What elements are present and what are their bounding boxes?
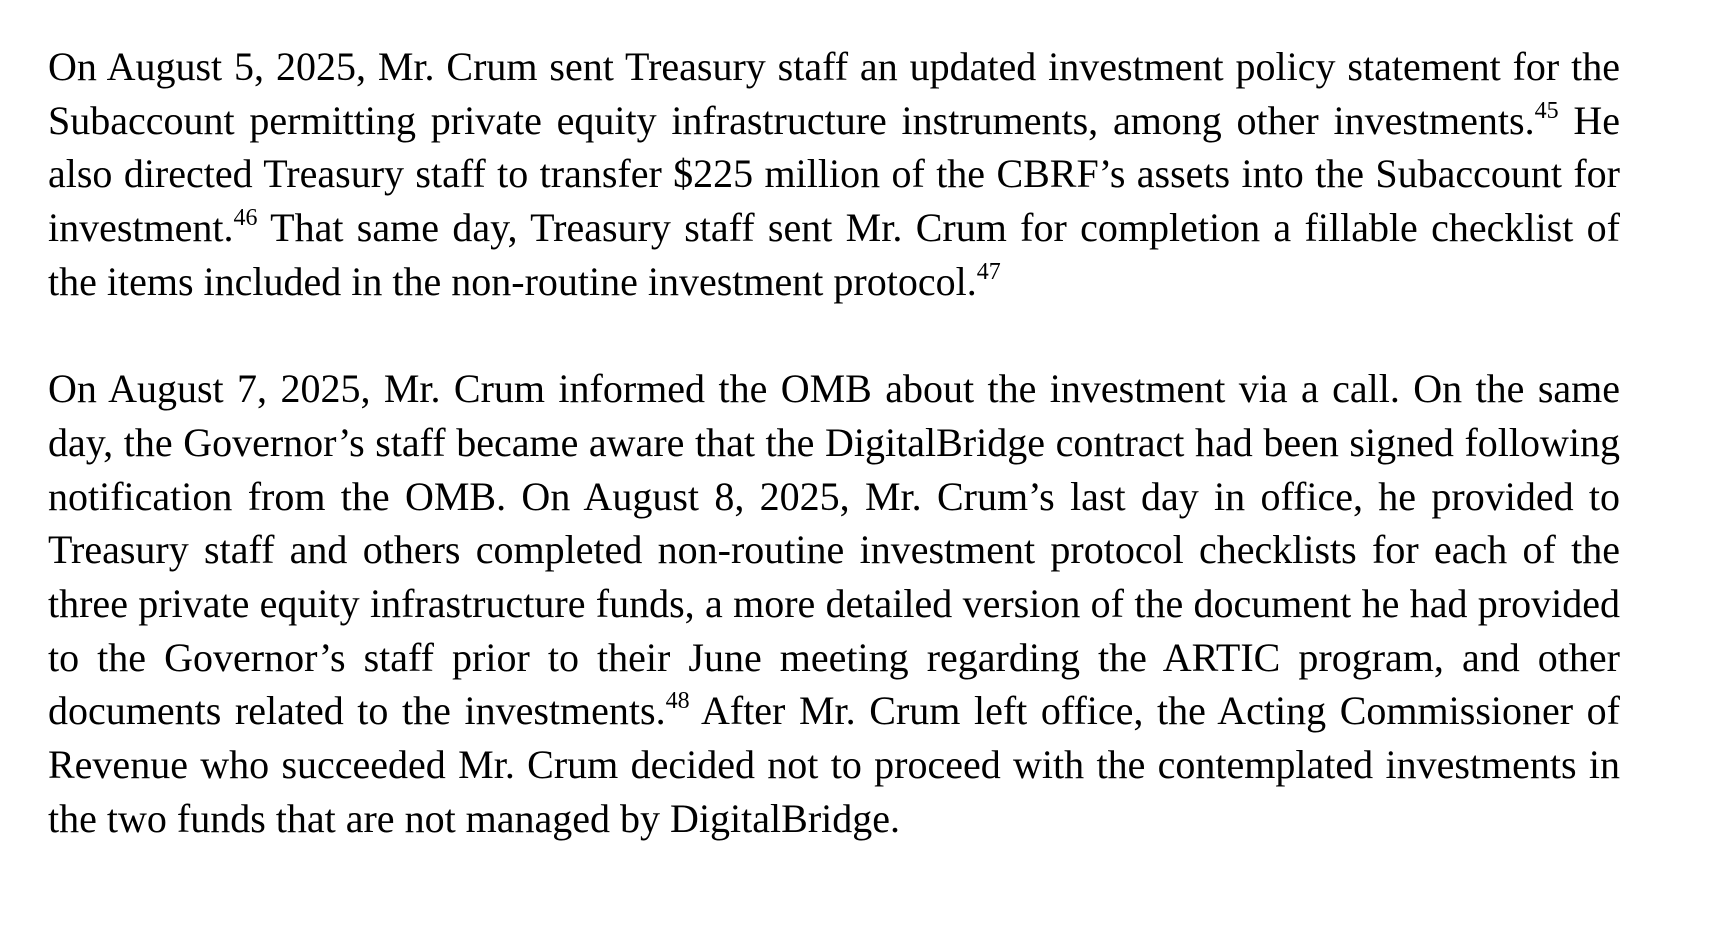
footnote-marker[interactable]: 46 [233, 205, 258, 232]
paragraph-2 [48, 362, 1620, 845]
footnote-marker[interactable]: 47 [976, 258, 1001, 285]
document-page [48, 40, 1620, 846]
footnote-marker[interactable]: 48 [665, 688, 690, 715]
paragraph-text: On August 5, 2025, Mr. Crum sent Treasury staff an updated investment policy statement for the Subaccount permitting private equity infrastructure instruments, among other investments. [48, 44, 1620, 143]
paragraph-text: After Mr. Crum left office, the Acting Commissioner of Revenue who succeeded Mr. Crum decided not to proceed with the contemplated investments in the two funds that are not managed by DigitalBridge. [48, 688, 1620, 841]
paragraph-text: That same day, Treasury staff sent Mr. Crum for completion a fillable checklist of the items included in the non-routine investment protocol. [48, 205, 1620, 304]
paragraph-1 [48, 40, 1620, 309]
paragraph-text: On August 7, 2025, Mr. Crum informed the OMB about the investment via a call. On the same day, the Governor’s staff became aware that the DigitalBridge contract had been signed following notification from the OMB. On August 8, 2025, Mr. Crum’s last day in office, he provided to Treasury staff and others completed non-routine investment protocol checklists for each of the three private equity infrastructure funds, a more detailed version of the document he had provided to the Governor’s staff prior to their June meeting regarding the ARTIC program, and other documents related to the investments. [48, 366, 1620, 734]
footnote-marker[interactable]: 45 [1534, 97, 1559, 124]
paragraph-text: He also directed Treasury staff to transfer $225 million of the CBRF’s assets into the Subaccount for investment. [48, 97, 1621, 251]
